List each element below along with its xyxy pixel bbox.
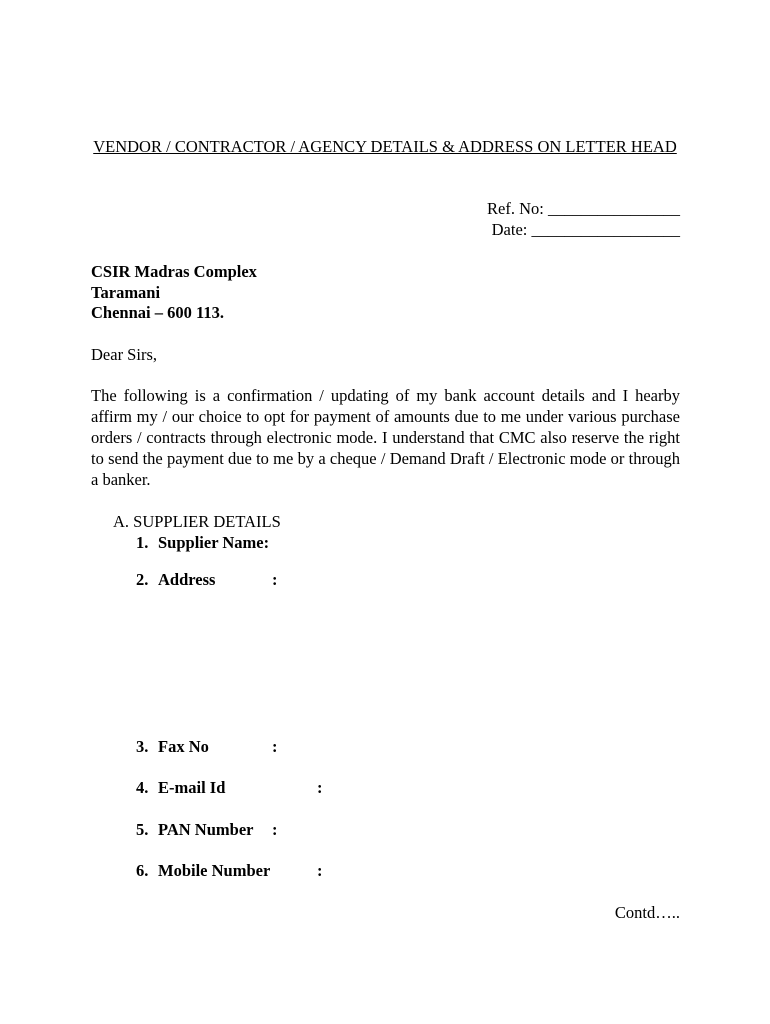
item-address (136, 569, 215, 590)
item-number: 1. (136, 533, 149, 552)
salutation: Dear Sirs, (91, 345, 157, 364)
item-number: 5. (136, 820, 149, 839)
ref-number-line: Ref. No: ________________ (487, 199, 680, 218)
item-mobile-number (136, 860, 270, 881)
item-number: 4. (136, 778, 149, 797)
address-line-3: Chennai – 600 113. (91, 303, 224, 322)
item-label: PAN Number (158, 820, 254, 839)
item-label: Fax No (158, 737, 209, 756)
item-email-id (136, 777, 225, 798)
item-label: Address (158, 570, 216, 589)
item-label: Supplier Name: (158, 533, 270, 552)
item-number: 2. (136, 570, 149, 589)
item-pan-number (136, 819, 253, 840)
mobile-colon: : (317, 861, 323, 880)
item-number: 6. (136, 861, 149, 880)
item-number: 3. (136, 737, 149, 756)
fax-colon: : (272, 737, 278, 756)
pan-colon: : (272, 820, 278, 839)
item-label: Mobile Number (158, 861, 271, 880)
section-heading: A. SUPPLIER DETAILS (113, 512, 281, 531)
item-fax-no (136, 736, 209, 757)
item-supplier-name (136, 532, 269, 553)
address-colon: : (272, 570, 278, 589)
continued-footer: Contd….. (614, 903, 680, 922)
body-paragraph: The following is a confirmation / updating of my bank account details and I hearby affirm my / our choice to opt for payment of amounts due to me under various purchase orders / contracts through electronic mode. I understand that CMC also reserve the right to send the payment due to me by a cheque / Demand Draft / Electronic mode or through a banker. (91, 386, 680, 489)
email-colon: : (317, 778, 323, 797)
document-title: VENDOR / CONTRACTOR / AGENCY DETAILS & ADDRESS ON LETTER HEAD (93, 137, 677, 156)
date-line: Date: __________________ (491, 220, 680, 239)
address-line-2: Taramani (91, 283, 161, 302)
item-label: E-mail Id (158, 778, 226, 797)
address-line-1: CSIR Madras Complex (91, 262, 257, 281)
